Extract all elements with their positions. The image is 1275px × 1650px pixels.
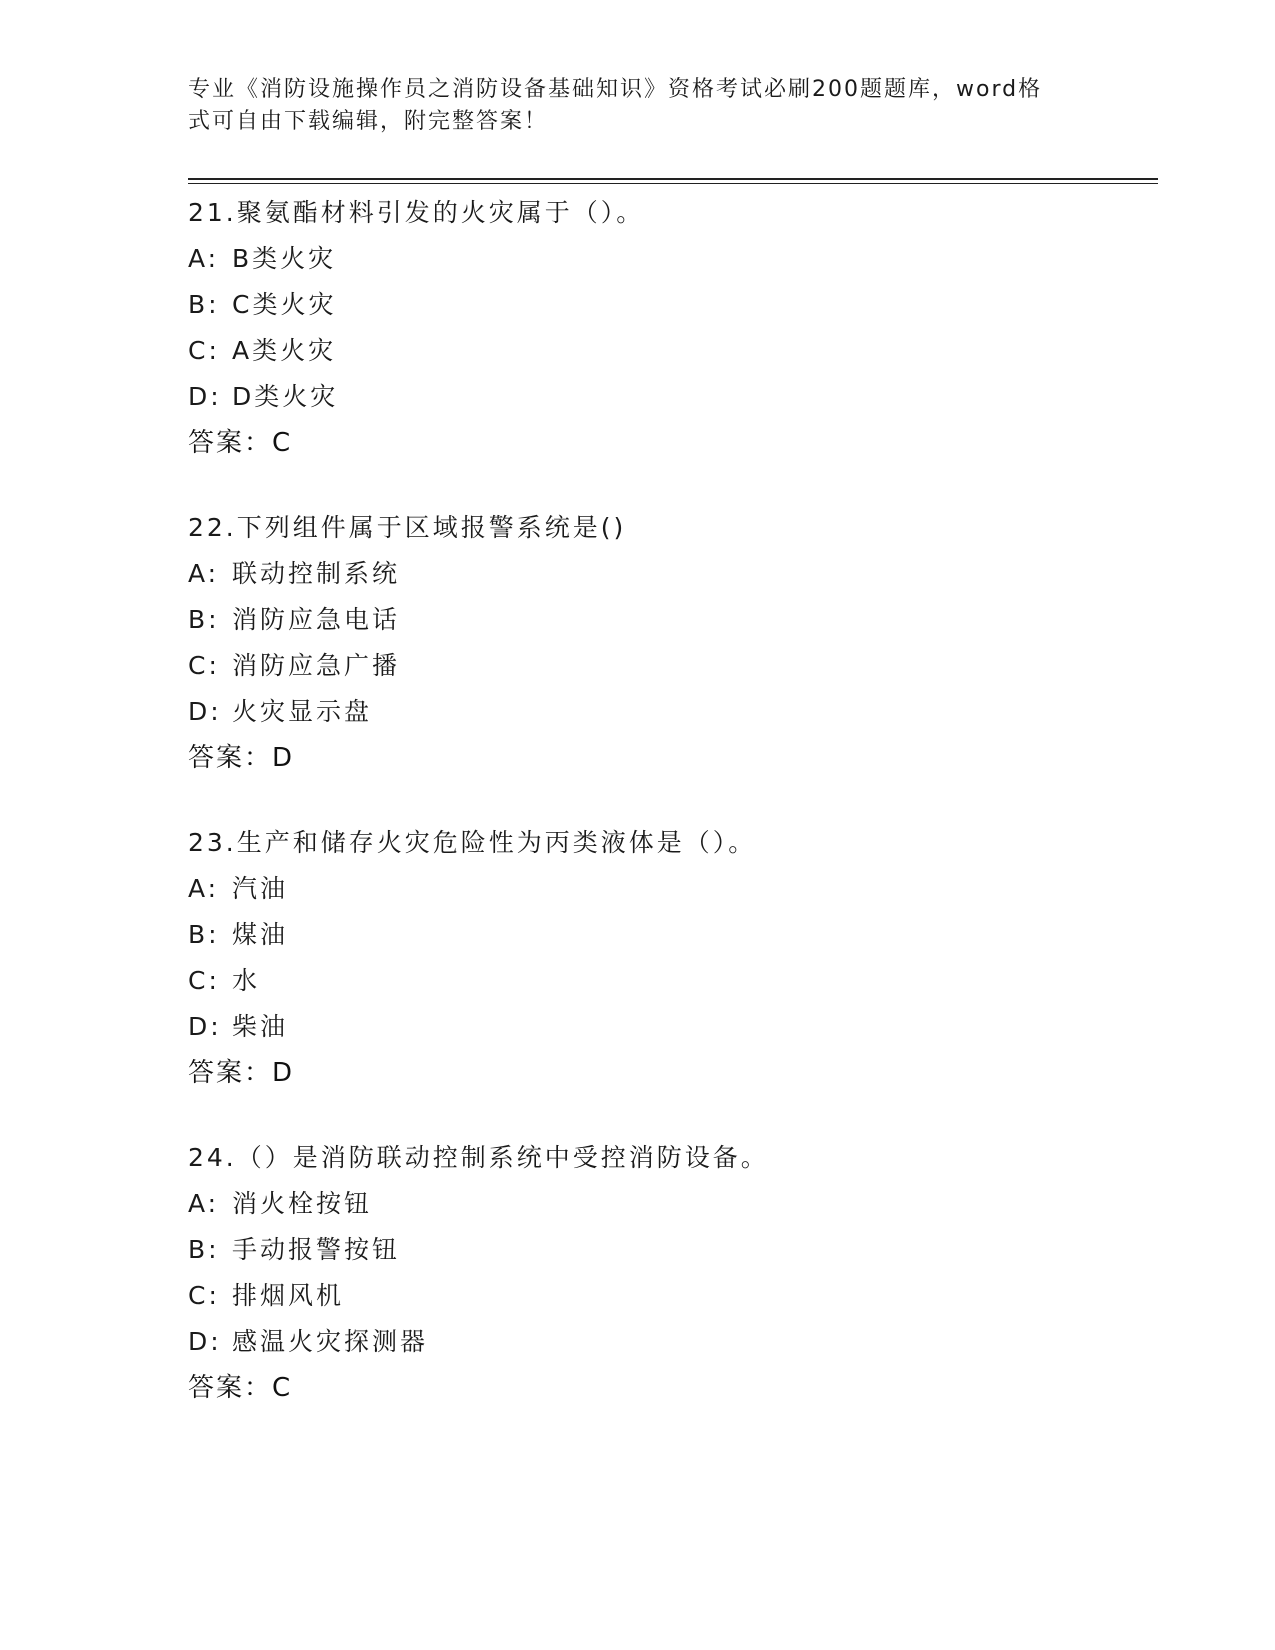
option-text: 煤油 xyxy=(232,920,289,949)
option-d xyxy=(188,689,1158,735)
header-divider-thick xyxy=(188,178,1158,180)
option-a xyxy=(188,1181,1158,1227)
option-d xyxy=(188,1319,1158,1365)
option-text: 联动控制系统 xyxy=(232,559,401,588)
option-letter: A: xyxy=(188,244,220,273)
option-text: 汽油 xyxy=(232,874,289,903)
question-list xyxy=(188,190,1158,1450)
option-letter: C: xyxy=(188,651,220,680)
question-24 xyxy=(188,1135,1158,1411)
question-stem: 24.（）是消防联动控制系统中受控消防设备。 xyxy=(188,1143,769,1172)
option-b xyxy=(188,282,1158,328)
answer-line: 答案：C xyxy=(188,1373,293,1403)
option-c xyxy=(188,328,1158,374)
option-text: 消火栓按钮 xyxy=(232,1189,373,1218)
option-letter: D: xyxy=(188,1327,222,1356)
option-a xyxy=(188,551,1158,597)
option-text: C类火灾 xyxy=(232,290,337,319)
option-letter: B: xyxy=(188,290,220,319)
option-text: D类火灾 xyxy=(232,382,339,411)
question-22 xyxy=(188,505,1158,781)
option-text: 柴油 xyxy=(232,1012,289,1041)
option-letter: B: xyxy=(188,1235,220,1264)
option-text: 水 xyxy=(232,966,261,995)
option-text: 感温火灾探测器 xyxy=(232,1327,429,1356)
option-text: B类火灾 xyxy=(232,244,337,273)
option-c xyxy=(188,643,1158,689)
question-23 xyxy=(188,820,1158,1096)
option-c xyxy=(188,1273,1158,1319)
option-letter: C: xyxy=(188,1281,220,1310)
option-letter: D: xyxy=(188,1012,222,1041)
option-d xyxy=(188,1004,1158,1050)
option-text: 火灾显示盘 xyxy=(232,697,373,726)
option-text: 手动报警按钮 xyxy=(232,1235,401,1264)
document-header xyxy=(188,74,1068,138)
question-stem: 21.聚氨酯材料引发的火灾属于（）。 xyxy=(188,198,645,227)
header-divider-thin xyxy=(188,183,1158,184)
question-stem: 23.生产和储存火灾危险性为丙类液体是（）。 xyxy=(188,828,757,857)
option-letter: B: xyxy=(188,605,220,634)
option-text: 消防应急电话 xyxy=(232,605,401,634)
question-21 xyxy=(188,190,1158,466)
option-letter: A: xyxy=(188,559,220,588)
option-b xyxy=(188,597,1158,643)
answer-line: 答案：D xyxy=(188,1058,295,1088)
option-letter: A: xyxy=(188,874,220,903)
option-a xyxy=(188,236,1158,282)
option-text: 排烟风机 xyxy=(232,1281,345,1310)
option-c xyxy=(188,958,1158,1004)
option-d xyxy=(188,374,1158,420)
option-text: A类火灾 xyxy=(232,336,337,365)
option-letter: D: xyxy=(188,382,222,411)
option-letter: B: xyxy=(188,920,220,949)
option-letter: C: xyxy=(188,966,220,995)
answer-line: 答案：C xyxy=(188,428,293,458)
option-letter: D: xyxy=(188,697,222,726)
option-a xyxy=(188,866,1158,912)
option-text: 消防应急广播 xyxy=(232,651,401,680)
option-b xyxy=(188,912,1158,958)
header-intro-line-1: 专业《消防设施操作员之消防设备基础知识》资格考试必刷200题题库，word格 xyxy=(188,77,1043,102)
option-letter: A: xyxy=(188,1189,220,1218)
option-b xyxy=(188,1227,1158,1273)
header-intro-line-2: 式可自由下载编辑，附完整答案！ xyxy=(188,109,549,134)
question-stem: 22.下列组件属于区域报警系统是() xyxy=(188,513,627,542)
option-letter: C: xyxy=(188,336,220,365)
answer-line: 答案：D xyxy=(188,743,295,773)
